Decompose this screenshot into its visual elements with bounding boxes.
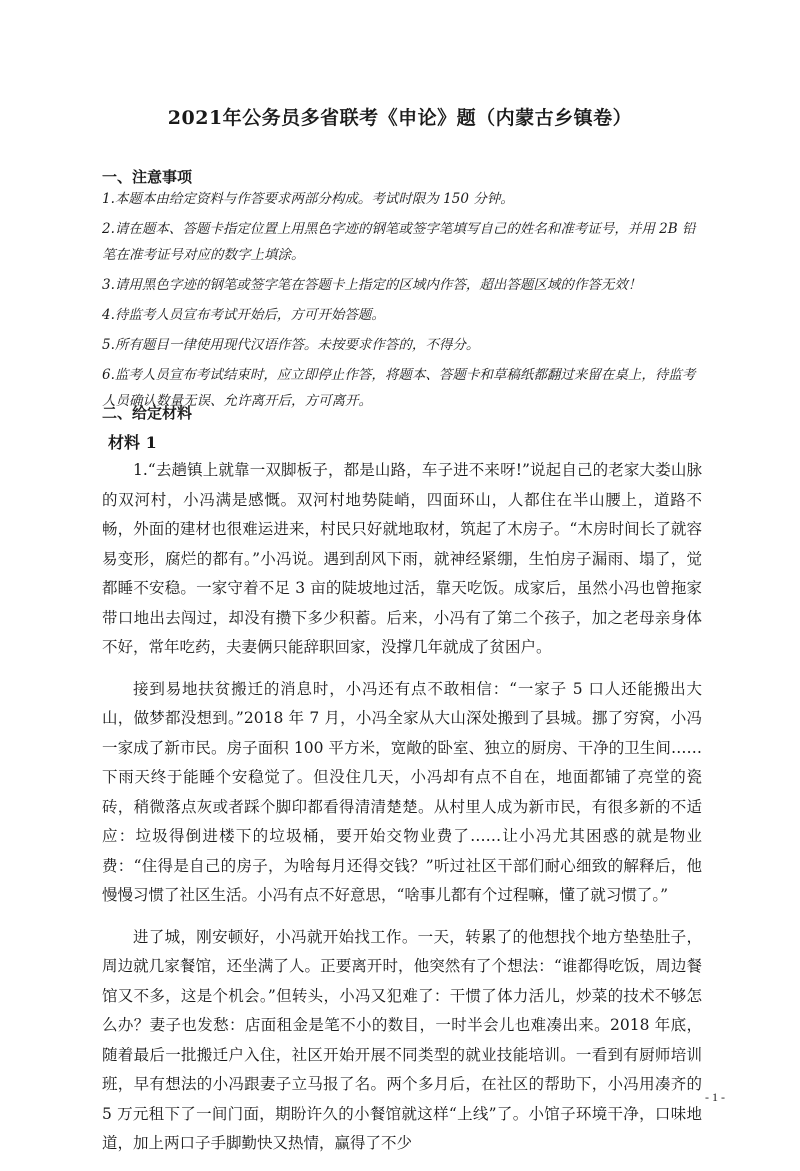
material-paragraph: 进了城，刚安顿好，小冯就开始找工作。一天，转累了的他想找个地方垫垫肚子，周边就几家餐馆，还坐满了人。正要离开时，他突然有了个想法：“谁都得吃饭，周边餐馆又不多，这是个机会。”但转头，小冯又犯难了：干惯了体力活儿，炒菜的技术不够怎么办？妻子也发愁：店面租金是笔不小的数目，一时半会儿也难凑出来。2018 年底，随着最后一批搬迁户入住，社区开始开展不同类型的就业技能培训。一看到有厨师培训班，早有想法的小冯跟妻子立马报了名。两个多月后，在社区的帮助下，小冯用凑齐的 5 万元租下了一间门面，期盼许久的小餐馆就这样“上线”了。小馆子环境干净，口味地道，加上两口子手脚勤快又热情，赢得了不少 <box>102 927 702 1152</box>
section-heading-materials: 二、给定材料 <box>102 404 193 422</box>
material-paragraph: 接到易地扶贫搬迁的消息时，小冯还有点不敢相信：“一家子 5 口人还能搬出大山，做梦都没想到。”2018 年 7 月，小冯全家从大山深处搬到了县城。挪了穷窝，小冯一家成了新市民。房子面积 100 平方米，宽敞的卧室、独立的厨房、干净的卫生间……下雨天终于能睡个安稳觉了。但没住几天，小冯却有点不自在，地面都铺了亮堂的瓷砖，稍微落点灰或者踩个脚印都看得清清楚楚。从村里人成为新市民，有很多新的不适应：垃圾得倒进楼下的垃圾桶，要开始交物业费了……让小冯尤其困惑的就是物业费：“住得是自己的房子，为啥每月还得交钱？”听过社区干部们耐心细致的解释后，他慢慢习惯了社区生活。小冯有点不好意思，“啥事儿都有个过程嘛，懂了就习惯了。” <box>102 679 702 904</box>
note-item: 5.所有题目一律使用现代汉语作答。未按要求作答的，不得分。 <box>102 337 480 353</box>
page-number: - 1 - <box>705 1090 725 1104</box>
note-item: 3.请用黑色字迹的钢笔或签字笔在答题卡上指定的区域内作答，超出答题区域的作答无效！ <box>102 277 642 293</box>
material-paragraph: 1.“去趟镇上就靠一双脚板子，都是山路，车子进不来呀!”说起自己的老家大娄山脉的双河村，小冯满是感慨。双河村地势陡峭，四面环山，人都住在半山腰上，道路不畅，外面的建材也很难运进来，村民只好就地取材，筑起了木房子。“木房时间长了就容易变形，腐烂的都有。”小冯说。遇到刮风下雨，就神经紧绷，生怕房子漏雨、塌了，觉都睡不安稳。一家守着不足 3 亩的陡坡地过活，靠天吃饭。成家后，虽然小冯也曾拖家带口地出去闯过，却没有攒下多少积蓄。后来，小冯有了第二个孩子，加之老母亲身体不好，常年吃药，夫妻俩只能辞职回家，没撑几年就成了贫困户。 <box>102 461 702 656</box>
note-item: 6.监考人员宣布考试结束时，应立即停止作答，将题本、答题卡和草稿纸都翻过来留在桌上，待监考人员确认数量无误、允许离开后，方可离开。 <box>102 367 696 409</box>
material-label: 材料 1 <box>108 433 157 452</box>
note-item: 2.请在题本、答题卡指定位置上用黑色字迹的钢笔或签字笔填写自己的姓名和准考证号，并用 2B 铅笔在准考证号对应的数字上填涂。 <box>102 221 696 263</box>
section-heading-notes: 一、注意事项 <box>102 168 193 186</box>
notes-list <box>102 186 700 418</box>
note-item: 4.待监考人员宣布考试开始后，方可开始答题。 <box>102 307 385 323</box>
note-item: 1.本题本由给定资料与作答要求两部分构成。考试时限为 150 分钟。 <box>102 191 514 207</box>
page-title: 2021年公务员多省联考《申论》题（内蒙古乡镇卷） <box>167 107 633 129</box>
material-body <box>102 456 702 1171</box>
